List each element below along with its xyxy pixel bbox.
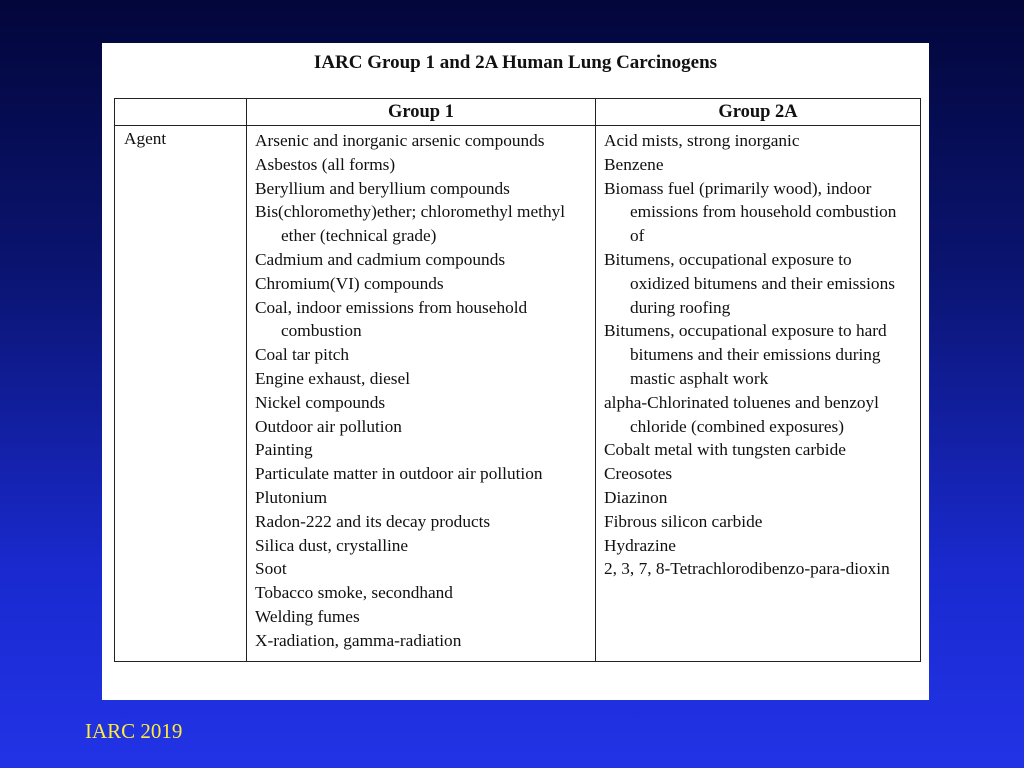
group1-item: Chromium(VI) compounds [255,273,444,293]
group1-item: Asbestos (all forms) [255,154,396,174]
group2a-item: Biomass fuel (primarily wood), indoor emissions from household combustion of [604,178,897,246]
group1-item: Beryllium and beryllium compounds [255,178,510,198]
group2a-item: alpha-Chlorinated toluenes and benzoyl chloride (combined exposures) [604,392,879,436]
group2a-item: Bitumens, occupational exposure to hard bitumens and their emissions during mastic asphalt work [604,321,887,388]
group2a-item: Fibrous silicon carbide [604,511,763,531]
row-label-agent: Agent [115,126,247,662]
group1-item: Welding fumes [255,606,360,626]
group2a-item: Acid mists, strong inorganic [604,131,800,150]
group2a-item: Bitumens, occupational exposure to oxidized bitumens and their emissions during roofing [604,249,895,317]
group1-item: Coal, indoor emissions from household combustion [255,297,528,341]
group1-item: Nickel compounds [255,392,386,412]
group1-item: Outdoor air pollution [255,416,402,436]
group1-item: Plutonium [255,487,328,507]
group2a-item: Diazinon [604,487,668,507]
group1-item: Coal tar pitch [255,345,350,365]
group1-item: X-radiation, gamma-radiation [255,630,462,650]
carcinogen-table [114,98,921,662]
group1-item: Particulate matter in outdoor air pollution [255,464,543,484]
group2a-item: Creosotes [604,464,673,484]
group1-cell [247,126,596,662]
table-header-row [115,99,921,126]
group1-item: Arsenic and inorganic arsenic compounds [255,131,545,150]
group1-item: Painting [255,440,313,460]
page-title: IARC Group 1 and 2A Human Lung Carcinogens [313,52,718,73]
header-group-1: Group 1 [247,99,596,126]
group1-item: Engine exhaust, diesel [255,368,411,388]
group1-item: Tobacco smoke, secondhand [255,583,453,603]
group1-item: Soot [255,559,287,579]
header-group-2a: Group 2A [596,99,921,126]
group2a-item: Cobalt metal with tungsten carbide [604,440,846,460]
agent-row [115,126,921,662]
group1-item: Cadmium and cadmium compounds [255,249,506,269]
group2a-item: 2, 3, 7, 8-Tetrachlorodibenzo-para-dioxin [604,559,890,579]
group1-item: Radon-222 and its decay products [255,511,491,531]
group1-item: Silica dust, crystalline [255,535,409,555]
header-blank-cell [115,99,247,126]
group1-item: Bis(chloromethy)ether; chloromethyl methyl ether (technical grade) [255,202,566,246]
document-panel [102,43,929,700]
group2a-item: Benzene [604,154,664,174]
group2a-item: Hydrazine [604,535,676,555]
group2a-cell [596,126,921,662]
source-footer: IARC 2019 [85,719,183,743]
